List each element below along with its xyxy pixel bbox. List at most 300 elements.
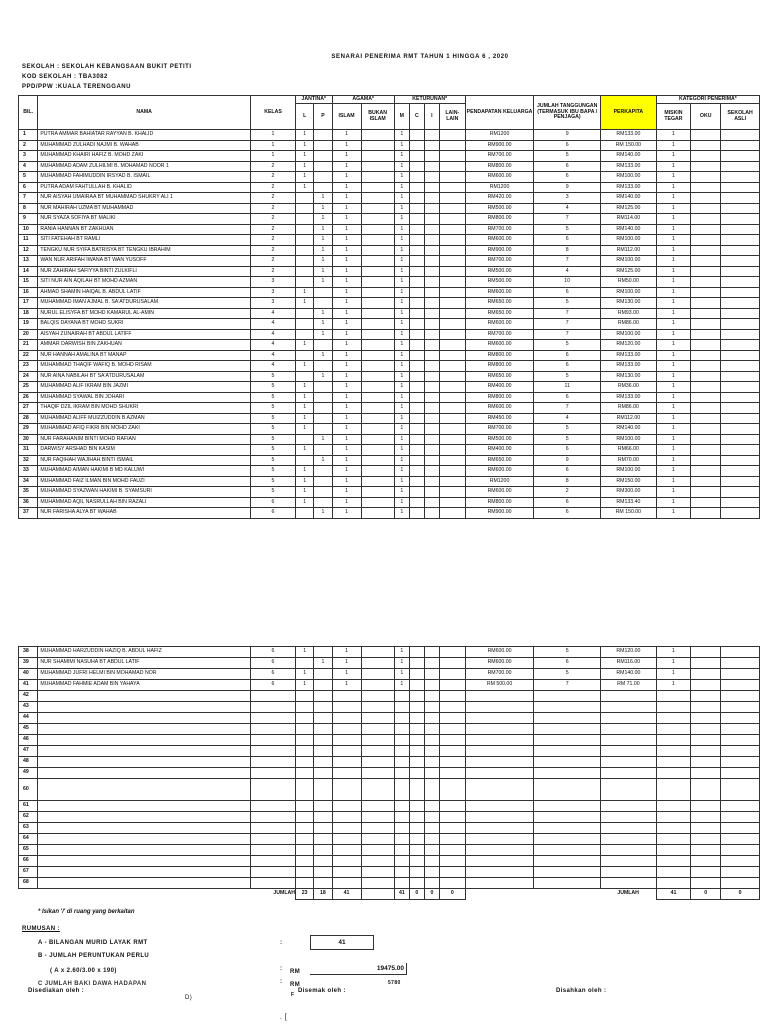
student-name: SITI FATEHAH BT RAMLI — [38, 235, 251, 246]
table-cell — [361, 224, 394, 235]
row-number: 62 — [19, 812, 38, 823]
table-cell: 1 — [656, 151, 690, 162]
table-cell — [439, 680, 465, 691]
table-cell — [394, 702, 409, 713]
table-cell — [721, 735, 760, 746]
table-cell — [314, 823, 332, 834]
table-cell — [332, 702, 361, 713]
table-cell — [296, 508, 314, 519]
table-cell: 1 — [394, 130, 409, 141]
table-cell: 1 — [656, 298, 690, 309]
table-cell: RM700.00 — [465, 224, 534, 235]
table-cell — [656, 823, 690, 834]
table-cell — [465, 702, 534, 713]
table-cell: 9 — [534, 455, 601, 466]
table-cell — [361, 497, 394, 508]
table-cell — [439, 746, 465, 757]
student-name — [38, 691, 251, 702]
student-name — [38, 779, 251, 801]
row-number: 34 — [19, 476, 38, 487]
student-name: MUHAMMAD AIMAN HAKIMI B MD KALUWI — [38, 466, 251, 477]
table-cell — [691, 151, 721, 162]
table-cell — [409, 256, 424, 267]
table-cell: 10 — [534, 277, 601, 288]
table-cell — [424, 508, 439, 519]
table-cell — [409, 845, 424, 856]
table-cell: RM800.00 — [465, 214, 534, 225]
table-cell — [691, 746, 721, 757]
table-cell — [424, 713, 439, 724]
row-number: 25 — [19, 382, 38, 393]
table-cell — [332, 845, 361, 856]
table-cell — [296, 329, 314, 340]
table-cell: 1 — [332, 350, 361, 361]
table-cell — [691, 277, 721, 288]
row-number: 13 — [19, 256, 38, 267]
table-cell: 3 — [534, 193, 601, 204]
row-number: 4 — [19, 161, 38, 172]
table-cell — [721, 361, 760, 372]
table-cell: 1 — [332, 256, 361, 267]
table-cell — [394, 834, 409, 845]
table-row — [19, 680, 760, 691]
table-row — [19, 476, 760, 487]
table-cell — [691, 329, 721, 340]
table-cell: RM140.00 — [600, 424, 656, 435]
table-row — [19, 487, 760, 498]
rumusan-a-colon: : — [280, 940, 283, 946]
table-cell: 6 — [534, 140, 601, 151]
col-agama: AGAMA* — [332, 96, 394, 104]
table-cell: RM400.00 — [465, 445, 534, 456]
table-cell — [656, 691, 690, 702]
table-row — [19, 172, 760, 183]
table-cell: 1 — [394, 350, 409, 361]
table-cell — [424, 691, 439, 702]
table-cell: 1 — [656, 245, 690, 256]
table-cell: 1 — [656, 403, 690, 414]
row-number: 29 — [19, 424, 38, 435]
table-cell — [721, 702, 760, 713]
table-cell — [394, 724, 409, 735]
table-cell: 1 — [332, 151, 361, 162]
table-cell: RM500.00 — [465, 203, 534, 214]
table-cell: 1 — [656, 140, 690, 151]
table-cell — [296, 856, 314, 867]
table-cell: 1 — [296, 403, 314, 414]
table-cell — [465, 834, 534, 845]
table-cell — [721, 130, 760, 141]
table-cell: RM1200 — [465, 182, 534, 193]
row-number: 11 — [19, 235, 38, 246]
table-cell — [394, 801, 409, 812]
table-cell — [600, 867, 656, 878]
total-oku: 0 — [691, 889, 721, 900]
table-cell — [394, 812, 409, 823]
table-row — [19, 779, 760, 801]
table-cell: 1 — [296, 466, 314, 477]
table-cell — [250, 713, 295, 724]
table-row — [19, 203, 760, 214]
table-cell — [409, 867, 424, 878]
table-cell — [361, 856, 394, 867]
table-cell: 5 — [250, 466, 295, 477]
row-number: 35 — [19, 487, 38, 498]
table-cell — [439, 151, 465, 162]
table-cell — [424, 424, 439, 435]
table-row — [19, 371, 760, 382]
table-cell — [332, 691, 361, 702]
table-cell — [296, 735, 314, 746]
table-cell — [409, 350, 424, 361]
table-cell — [439, 287, 465, 298]
table-cell — [250, 812, 295, 823]
table-cell — [250, 823, 295, 834]
table-cell — [424, 434, 439, 445]
table-cell — [465, 713, 534, 724]
table-cell — [600, 768, 656, 779]
table-cell: 1 — [314, 350, 332, 361]
table-cell — [656, 746, 690, 757]
table-cell: RM140.00 — [600, 193, 656, 204]
table-cell — [534, 812, 601, 823]
table-cell — [691, 768, 721, 779]
table-cell: 6 — [250, 647, 295, 658]
table-cell: RM700.00 — [465, 256, 534, 267]
table-cell — [691, 497, 721, 508]
row-number: 2 — [19, 140, 38, 151]
row-number: 3 — [19, 151, 38, 162]
row-number: 19 — [19, 319, 38, 330]
table-cell: 1 — [332, 392, 361, 403]
student-name: MUHAMMAD ALIF IKRAM BIN JAZMI — [38, 382, 251, 393]
row-number: 24 — [19, 371, 38, 382]
table-cell — [361, 746, 394, 757]
table-row — [19, 801, 760, 812]
table-cell — [409, 319, 424, 330]
table-cell — [721, 476, 760, 487]
table-cell: 6 — [534, 508, 601, 519]
table-cell — [409, 724, 424, 735]
table-cell — [656, 713, 690, 724]
table-row — [19, 140, 760, 151]
table-cell: 5 — [250, 487, 295, 498]
table-cell — [250, 779, 295, 801]
table-cell — [424, 203, 439, 214]
table-row — [19, 245, 760, 256]
table-cell — [409, 834, 424, 845]
table-cell: 1 — [332, 434, 361, 445]
table-cell — [439, 724, 465, 735]
table-cell — [361, 245, 394, 256]
col-oku: OKU — [691, 104, 721, 130]
table-cell — [332, 713, 361, 724]
table-cell — [424, 658, 439, 669]
table-cell — [409, 340, 424, 351]
table-row — [19, 497, 760, 508]
table-cell — [691, 508, 721, 519]
table-cell — [314, 757, 332, 768]
table-cell: 6 — [250, 669, 295, 680]
table-cell — [361, 361, 394, 372]
table-cell — [656, 845, 690, 856]
table-cell: 1 — [656, 287, 690, 298]
totals-row — [19, 889, 760, 900]
table-cell: RM900.00 — [465, 508, 534, 519]
table-cell — [721, 203, 760, 214]
table-cell — [721, 382, 760, 393]
student-name: THAQIF DZIL IKRAM BIN MOHD SHUKRI — [38, 403, 251, 414]
table-cell: 6 — [534, 172, 601, 183]
table-cell — [424, 245, 439, 256]
table-cell: 1 — [394, 508, 409, 519]
table-cell — [656, 735, 690, 746]
table-cell — [439, 856, 465, 867]
table-cell: RM86.00 — [600, 403, 656, 414]
table-cell: 8 — [534, 476, 601, 487]
table-cell — [424, 392, 439, 403]
table-cell — [534, 713, 601, 724]
table-cell: 1 — [656, 669, 690, 680]
table-cell — [250, 724, 295, 735]
table-cell — [314, 287, 332, 298]
table-cell: 1 — [394, 193, 409, 204]
student-name: MUHAMMAD HARZUDDIN HAZIQ B. ABDUL HAFIZ — [38, 647, 251, 658]
table-cell: 1 — [656, 392, 690, 403]
table-cell — [409, 266, 424, 277]
table-cell: 1 — [296, 392, 314, 403]
table-cell: 1 — [394, 669, 409, 680]
table-cell — [296, 867, 314, 878]
table-row — [19, 434, 760, 445]
col-islam: ISLAM — [332, 104, 361, 130]
table-cell — [721, 658, 760, 669]
table-cell — [691, 413, 721, 424]
table-cell — [314, 361, 332, 372]
table-cell — [409, 182, 424, 193]
row-number: 20 — [19, 329, 38, 340]
table-cell: 2 — [250, 266, 295, 277]
table-cell: 1 — [656, 214, 690, 225]
table-cell: RM600.00 — [465, 172, 534, 183]
table-cell — [534, 856, 601, 867]
table-cell — [361, 266, 394, 277]
table-cell — [465, 856, 534, 867]
table-cell: 2 — [250, 235, 295, 246]
table-cell — [721, 329, 760, 340]
table-cell — [409, 361, 424, 372]
table-cell — [439, 245, 465, 256]
table-cell: 4 — [534, 413, 601, 424]
table-row — [19, 724, 760, 735]
table-cell — [409, 497, 424, 508]
table-cell: 7 — [534, 214, 601, 225]
table-cell: 1 — [314, 193, 332, 204]
student-name: DARWISY ARSHAD BIN KASIM — [38, 445, 251, 456]
table-cell: RM420.00 — [465, 193, 534, 204]
table-cell: 1 — [394, 413, 409, 424]
row-number: 15 — [19, 277, 38, 288]
table-cell — [409, 382, 424, 393]
table-cell: 1 — [332, 424, 361, 435]
table-cell — [361, 466, 394, 477]
table-cell — [721, 266, 760, 277]
table-cell — [721, 845, 760, 856]
table-cell: 2 — [250, 256, 295, 267]
table-cell — [332, 856, 361, 867]
table-cell — [465, 823, 534, 834]
table-cell — [439, 256, 465, 267]
table-cell — [361, 680, 394, 691]
document-title: SENARAI PENERIMA RMT TAHUN 1 HINGGA 6 , 2020 — [331, 54, 509, 60]
table-cell — [439, 403, 465, 414]
table-cell — [424, 371, 439, 382]
table-cell — [721, 151, 760, 162]
table-cell — [361, 713, 394, 724]
table-cell: 5 — [250, 382, 295, 393]
table-cell — [314, 340, 332, 351]
table-cell: 1 — [296, 287, 314, 298]
small-f-mark: F — [291, 992, 295, 998]
table-cell — [250, 757, 295, 768]
table-cell: 1 — [656, 319, 690, 330]
table-row — [19, 256, 760, 267]
table-cell: 5 — [534, 371, 601, 382]
table-cell — [296, 193, 314, 204]
table-cell: 1 — [656, 224, 690, 235]
row-number: 44 — [19, 713, 38, 724]
table-cell — [296, 434, 314, 445]
table-cell — [600, 746, 656, 757]
table-row — [19, 768, 760, 779]
table-cell — [691, 658, 721, 669]
table-cell: 1 — [296, 669, 314, 680]
student-name: MUHAMMAD FAIZ ILMAN BIN MOHD FAUZI — [38, 476, 251, 487]
table-cell: 6 — [534, 161, 601, 172]
table-cell — [424, 214, 439, 225]
table-cell: RM133.00 — [600, 350, 656, 361]
table-cell — [534, 757, 601, 768]
table-cell: 1 — [314, 658, 332, 669]
table-cell: RM650.00 — [465, 371, 534, 382]
table-row — [19, 658, 760, 669]
student-name: NUR HANNAH AMALINA BT MANAP — [38, 350, 251, 361]
table-cell: 5 — [250, 476, 295, 487]
table-cell — [361, 845, 394, 856]
student-name — [38, 801, 251, 812]
table-cell — [600, 856, 656, 867]
table-cell: RM116.00 — [600, 658, 656, 669]
table-cell — [439, 319, 465, 330]
student-name — [38, 713, 251, 724]
table-cell — [424, 845, 439, 856]
table-cell — [424, 757, 439, 768]
row-number: 39 — [19, 658, 38, 669]
table-cell — [361, 691, 394, 702]
table-cell: 1 — [314, 277, 332, 288]
table-cell — [332, 768, 361, 779]
table-cell — [332, 779, 361, 801]
table-cell — [721, 413, 760, 424]
table-cell: 1 — [394, 161, 409, 172]
table-cell — [691, 245, 721, 256]
table-cell — [656, 768, 690, 779]
student-name — [38, 757, 251, 768]
row-number: 5 — [19, 172, 38, 183]
rumusan-b-rm: RM — [290, 969, 301, 975]
table-cell: 1 — [394, 487, 409, 498]
table-cell — [691, 834, 721, 845]
table-cell: 6 — [534, 350, 601, 361]
table-row — [19, 403, 760, 414]
table-cell — [361, 724, 394, 735]
table-cell — [424, 140, 439, 151]
table-cell — [424, 455, 439, 466]
student-name: MUHAMMAD IMAN AJMAL B. SA'ATDURUSALAM — [38, 298, 251, 309]
row-number: 61 — [19, 801, 38, 812]
table-cell — [409, 812, 424, 823]
table-cell — [361, 308, 394, 319]
table-row — [19, 878, 760, 889]
table-cell: RM100.00 — [600, 172, 656, 183]
table-row — [19, 424, 760, 435]
table-cell — [409, 878, 424, 889]
table-cell — [314, 702, 332, 713]
table-cell — [296, 713, 314, 724]
table-cell: 5 — [250, 392, 295, 403]
table-cell: RM 71.00 — [600, 680, 656, 691]
table-cell — [600, 823, 656, 834]
table-cell: RM600.00 — [465, 487, 534, 498]
rumusan-a-label: A - BILANGAN MURID LAYAK RMT — [38, 940, 148, 946]
table-cell: 1 — [656, 203, 690, 214]
student-name: TENGKU NUR SYIFA BATRISYA BT TENGKU IBRAHIM — [38, 245, 251, 256]
table-cell: 1 — [314, 308, 332, 319]
table-cell — [250, 768, 295, 779]
table-cell: RM150.00 — [600, 476, 656, 487]
table-cell — [424, 319, 439, 330]
col-miskin: MISKIN TEGAR — [656, 104, 690, 130]
table-cell: 5 — [250, 445, 295, 456]
table-cell: 1 — [394, 245, 409, 256]
table-cell — [314, 476, 332, 487]
table-cell: 1 — [332, 266, 361, 277]
table-cell: 1 — [296, 445, 314, 456]
table-cell — [314, 812, 332, 823]
table-cell: 1 — [394, 287, 409, 298]
table-cell — [409, 308, 424, 319]
table-cell — [691, 298, 721, 309]
table-cell — [721, 713, 760, 724]
table-cell: 1 — [394, 308, 409, 319]
row-number: 37 — [19, 508, 38, 519]
table-cell — [534, 845, 601, 856]
table-cell — [721, 466, 760, 477]
table-cell — [296, 245, 314, 256]
table-cell: 2 — [250, 161, 295, 172]
table-cell: RM66.00 — [600, 445, 656, 456]
col-kelas: KELAS — [250, 96, 295, 130]
table-cell — [439, 161, 465, 172]
table-row — [19, 812, 760, 823]
table-cell — [424, 779, 439, 801]
table-cell — [409, 680, 424, 691]
table-cell: 1 — [394, 476, 409, 487]
col-keturunan: KETURUNAN* — [394, 96, 465, 104]
table-cell: 1 — [296, 497, 314, 508]
table-cell — [691, 371, 721, 382]
table-cell — [691, 779, 721, 801]
